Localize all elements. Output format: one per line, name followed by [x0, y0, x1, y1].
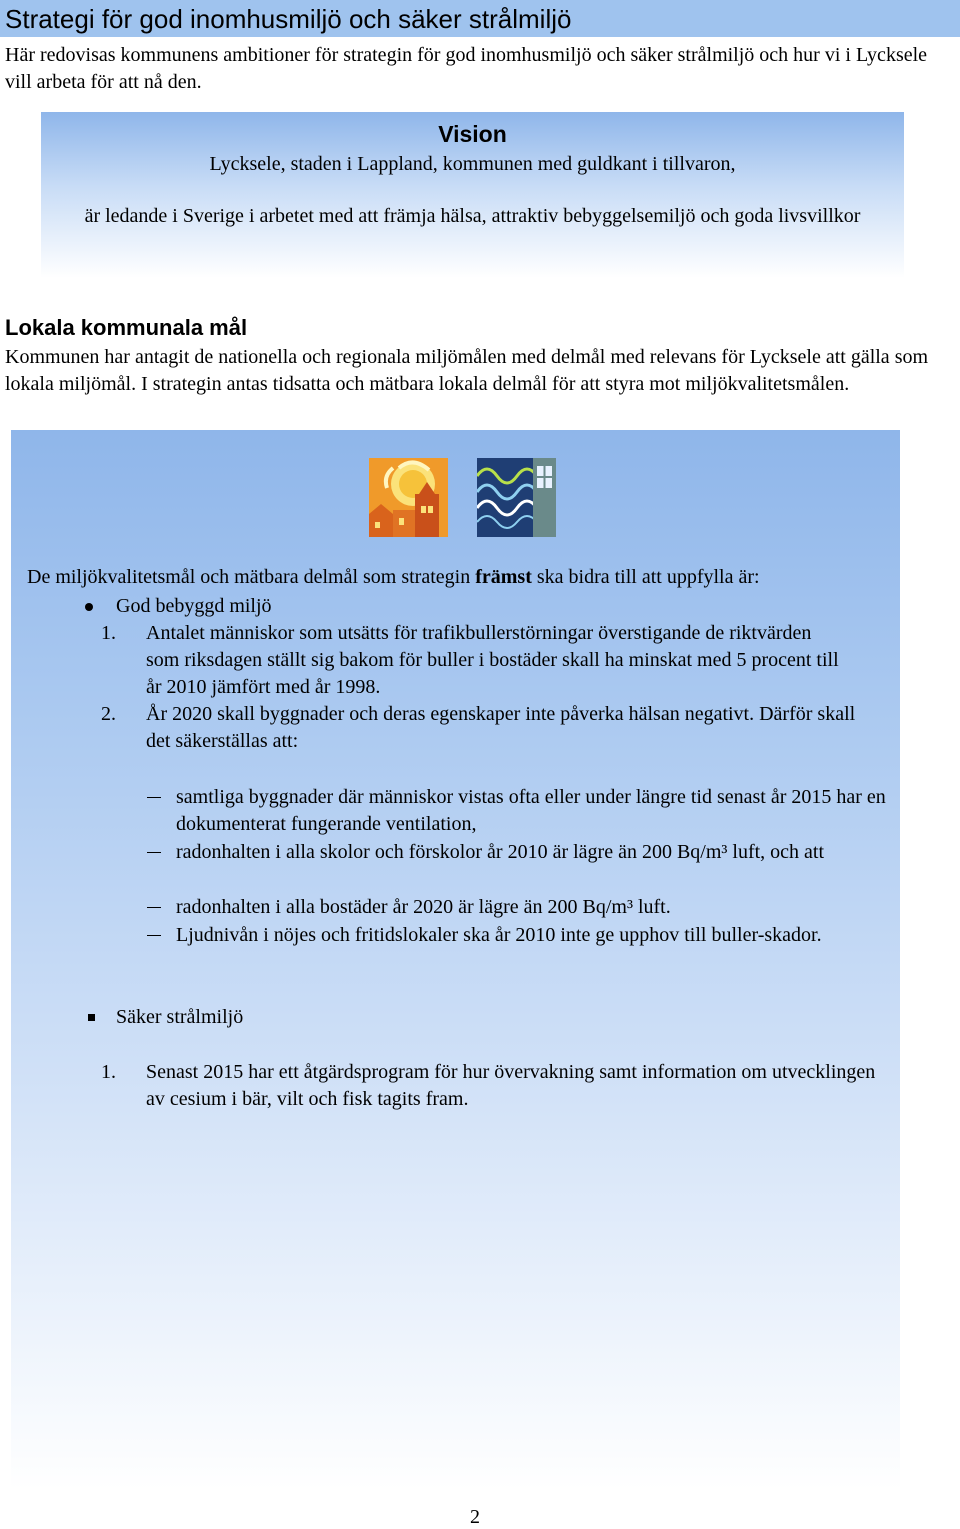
- lead-text-end: ska bidra till att uppfylla är:: [531, 566, 760, 588]
- vision-statement-2: är ledande i Sverige i arbetet med att främja hälsa, attraktiv bebyggelsemiljö och goda livsvillkor: [84, 205, 861, 227]
- bullet-dot-icon: [85, 603, 93, 611]
- goal-item-buildings-health: År 2020 skall byggnader och deras egenskaper inte påverka hälsan negativt. Därför skall det säkerställas att:: [146, 703, 856, 752]
- goal-item-traffic-noise: Antalet människor som utsätts för trafikbullerstörningar överstigande de riktvärden som riksdagen ställt sig bakom för buller i bostäder skall ha minskat med 5 procent till år 2010 jämfört med år 1998.: [146, 622, 839, 698]
- goals-lead-text: [27, 564, 897, 591]
- goal-category-built-environment: God bebyggd miljö: [116, 595, 272, 617]
- sub-item-radon-schools: radonhalten i alla skolor och förskolor år 2010 är lägre än 200 Bq/m³ luft, och att: [176, 841, 825, 863]
- sub-item-radon-homes: radonhalten i alla bostäder år 2020 är lägre än 200 Bq/m³ luft.: [176, 896, 671, 918]
- dash-icon: [147, 907, 161, 908]
- item-number: 1.: [101, 1061, 116, 1083]
- sub-item-noise-levels: Ljudnivån i nöjes och fritidslokaler ska år 2010 inte ge upphov till buller-skador.: [176, 924, 822, 946]
- dash-icon: [147, 852, 161, 853]
- page-title: Strategi för god inomhusmiljö och säker strålmiljö: [5, 4, 572, 34]
- vision-statement-1: Lycksele, staden i Lappland, kommunen med guldkant i tillvaron,: [209, 153, 736, 175]
- lead-text-bold: främst: [475, 566, 532, 588]
- goal-category-radiation: Säker strålmiljö: [116, 1006, 244, 1028]
- local-goals-text: Kommunen har antagit de nationella och regionala miljömålen med delmål med relevans för Lycksele att gälla som lokala miljömål. I strategin antas tidsatta och mätbara lokala delmål för att styra mot miljökvalitetsmålen.: [5, 346, 929, 395]
- lead-text-start: De miljökvalitetsmål och mätbara delmål som strategin: [27, 566, 476, 588]
- built-environment-icon: [369, 458, 448, 537]
- environmental-goals-box: [11, 430, 900, 1490]
- sub-item-ventilation: samtliga byggnader där människor vistas ofta eller under längre tid senast år 2015 har en dokumenterat fungerande ventilation,: [176, 786, 886, 835]
- vision-title: Vision: [438, 121, 507, 147]
- vision-box: [41, 112, 904, 278]
- page-number: 2: [470, 1506, 480, 1528]
- item-number: 2.: [101, 703, 116, 725]
- radiation-environment-icon: [477, 458, 556, 537]
- intro-paragraph: Här redovisas kommunens ambitioner för strategin för god inomhusmiljö och säker strålmiljö och hur vi i Lycksele vill arbeta för att nå den.: [5, 44, 928, 93]
- goal-item-cesium: Senast 2015 har ett åtgärdsprogram för hur övervakning samt information om utvecklingen av cesium i bär, vilt och fisk tagits fram.: [146, 1061, 876, 1110]
- heading-bar: [0, 0, 960, 37]
- dash-icon: [147, 935, 161, 936]
- dash-icon: [147, 797, 161, 798]
- bullet-square-icon: [88, 1014, 95, 1021]
- local-goals-heading: Lokala kommunala mål: [5, 315, 248, 340]
- item-number: 1.: [101, 622, 116, 644]
